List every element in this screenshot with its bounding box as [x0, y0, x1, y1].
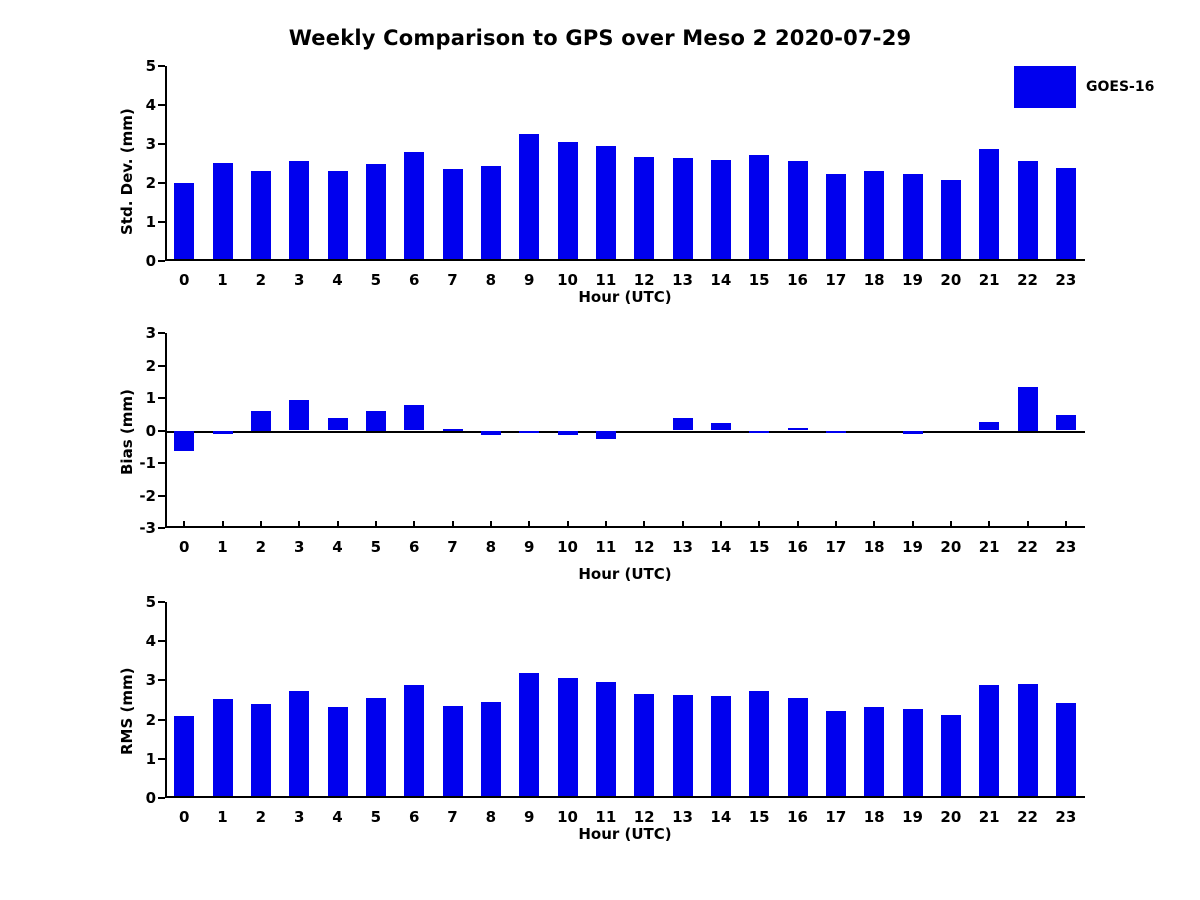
bar-rms-20 — [941, 715, 961, 798]
y-tick-mark-std-dev — [158, 143, 165, 145]
bar-rms-19 — [903, 709, 923, 798]
x-tick-label-rms: 18 — [863, 808, 885, 826]
bar-bias-17 — [826, 431, 846, 433]
bar-std-dev-20 — [941, 180, 961, 261]
bar-std-dev-17 — [826, 174, 846, 261]
y-tick-label-std-dev: 5 — [145, 57, 156, 75]
bar-bias-23 — [1056, 415, 1076, 430]
bar-std-dev-9 — [519, 134, 539, 261]
legend-swatch-goes16 — [1014, 66, 1076, 108]
y-tick-mark-bias — [158, 332, 165, 334]
x-tick-label-rms: 15 — [748, 808, 770, 826]
bar-std-dev-4 — [328, 171, 348, 261]
x-tick-label-std-dev: 17 — [825, 271, 847, 289]
x-tick-label-bias: 10 — [557, 538, 578, 556]
y-tick-mark-rms — [158, 797, 165, 799]
x-tick-label-std-dev: 22 — [1017, 271, 1038, 289]
x-tick-label-rms: 2 — [255, 808, 267, 826]
bar-bias-9 — [519, 431, 539, 433]
bar-std-dev-11 — [596, 146, 616, 261]
y-tick-label-rms: 4 — [145, 632, 156, 651]
y-tick-label-rms: 0 — [145, 789, 156, 807]
bar-bias-13 — [673, 418, 693, 430]
x-tick-label-bias: 23 — [1055, 538, 1077, 556]
bar-std-dev-14 — [711, 160, 731, 261]
x-tick-label-bias: 18 — [863, 538, 885, 556]
bar-rms-12 — [634, 694, 654, 798]
chart-panel-rms — [145, 593, 1085, 826]
x-tick-label-bias: 12 — [633, 538, 655, 556]
x-axis-label-rms: Hour (UTC) — [578, 825, 672, 843]
x-tick-label-std-dev: 0 — [178, 271, 190, 289]
y-tick-label-bias: -3 — [139, 519, 156, 537]
bar-bias-0 — [174, 431, 194, 451]
x-tick-label-bias: 5 — [370, 538, 382, 556]
x-tick-label-std-dev: 11 — [595, 271, 617, 289]
bar-std-dev-7 — [443, 169, 463, 261]
x-tick-label-rms: 16 — [787, 808, 808, 826]
x-tick-label-std-dev: 21 — [978, 271, 1000, 289]
x-tick-label-rms: 17 — [825, 808, 847, 826]
y-tick-mark-bias — [158, 495, 165, 497]
y-axis-label-bias: Bias (mm) — [118, 389, 136, 475]
bar-rms-11 — [596, 682, 616, 798]
y-axis-rms — [165, 602, 167, 798]
x-tick-label-rms: 1 — [217, 808, 228, 826]
x-axis-rms — [165, 796, 1085, 798]
bar-bias-16 — [788, 428, 808, 431]
bar-rms-23 — [1056, 703, 1076, 798]
y-axis-label-rms: RMS (mm) — [118, 667, 136, 755]
bar-std-dev-13 — [673, 158, 693, 261]
y-tick-mark-rms — [158, 601, 165, 603]
x-axis-label-std-dev: Hour (UTC) — [578, 288, 672, 306]
bar-rms-18 — [864, 707, 884, 798]
bar-rms-8 — [481, 702, 501, 798]
bar-std-dev-0 — [174, 183, 194, 261]
x-tick-label-rms: 7 — [447, 808, 458, 826]
x-tick-label-bias: 6 — [408, 538, 420, 556]
y-tick-mark-rms — [158, 719, 165, 721]
x-tick-label-rms: 0 — [178, 808, 190, 826]
x-tick-label-bias: 3 — [293, 538, 305, 556]
x-tick-label-rms: 12 — [633, 808, 655, 826]
bar-std-dev-18 — [864, 171, 884, 261]
x-tick-label-bias: 22 — [1017, 538, 1038, 556]
x-tick-label-std-dev: 23 — [1055, 271, 1077, 289]
bar-bias-21 — [979, 422, 999, 430]
plot-area-std-dev — [145, 57, 1085, 289]
x-tick-label-rms: 21 — [978, 808, 1000, 826]
bar-rms-2 — [251, 704, 271, 798]
x-tick-label-std-dev: 10 — [557, 271, 578, 289]
y-tick-mark-std-dev — [158, 65, 165, 67]
x-tick-label-std-dev: 20 — [940, 271, 962, 289]
x-tick-label-std-dev: 8 — [485, 271, 497, 289]
y-axis-bias — [165, 333, 167, 528]
bar-rms-1 — [213, 699, 233, 798]
y-tick-label-std-dev: 3 — [145, 135, 156, 153]
y-tick-label-bias: 3 — [145, 324, 156, 342]
x-tick-label-bias: 2 — [255, 538, 267, 556]
x-tick-label-bias: 20 — [940, 538, 962, 556]
bar-rms-9 — [519, 673, 539, 798]
x-tick-label-rms: 11 — [595, 808, 617, 826]
x-tick-label-rms: 3 — [293, 808, 305, 826]
x-tick-label-std-dev: 2 — [255, 271, 267, 289]
chart-panel-bias — [139, 324, 1085, 556]
bar-std-dev-15 — [749, 155, 769, 261]
plot-area-rms — [145, 593, 1085, 826]
y-tick-label-rms: 1 — [145, 749, 156, 768]
bar-bias-5 — [366, 411, 386, 431]
x-tick-label-std-dev: 5 — [370, 271, 382, 289]
bar-bias-10 — [558, 431, 578, 435]
x-tick-label-std-dev: 15 — [748, 271, 770, 289]
x-tick-label-rms: 14 — [710, 808, 732, 826]
bar-bias-11 — [596, 431, 616, 439]
x-tick-label-bias: 17 — [825, 538, 847, 556]
bar-rms-17 — [826, 711, 846, 798]
x-tick-label-rms: 13 — [672, 808, 693, 826]
legend-label-goes16: GOES-16 — [1086, 79, 1155, 95]
x-tick-label-bias: 19 — [902, 538, 923, 556]
x-tick-label-bias: 16 — [787, 538, 808, 556]
x-tick-label-bias: 9 — [523, 538, 535, 556]
y-tick-mark-bias — [158, 430, 165, 432]
bar-bias-15 — [749, 431, 769, 433]
bar-bias-1 — [213, 431, 233, 434]
bar-std-dev-16 — [788, 161, 808, 261]
y-tick-mark-bias — [158, 365, 165, 367]
y-tick-label-std-dev: 2 — [145, 174, 156, 192]
y-tick-mark-std-dev — [158, 221, 165, 223]
x-tick-label-std-dev: 7 — [447, 271, 458, 289]
x-tick-label-rms: 4 — [332, 808, 343, 826]
y-tick-mark-std-dev — [158, 182, 165, 184]
bar-rms-15 — [749, 691, 769, 798]
chart-panel-std-dev — [145, 57, 1085, 289]
bar-bias-19 — [903, 431, 923, 434]
x-tick-label-std-dev: 6 — [408, 271, 420, 289]
y-tick-mark-bias — [158, 462, 165, 464]
x-tick-label-bias: 14 — [710, 538, 732, 556]
x-tick-label-bias: 13 — [672, 538, 693, 556]
bar-std-dev-6 — [404, 152, 424, 261]
bar-rms-6 — [404, 685, 424, 798]
y-tick-label-bias: 1 — [145, 389, 156, 407]
x-tick-label-std-dev: 14 — [710, 271, 732, 289]
bar-std-dev-22 — [1018, 161, 1038, 261]
bar-rms-7 — [443, 706, 463, 798]
bar-bias-3 — [289, 400, 309, 431]
bar-bias-6 — [404, 405, 424, 430]
x-axis-label-bias: Hour (UTC) — [578, 565, 672, 583]
bar-std-dev-3 — [289, 161, 309, 261]
y-tick-mark-rms — [158, 640, 165, 642]
y-tick-label-bias: 2 — [145, 356, 156, 375]
bar-std-dev-2 — [251, 171, 271, 261]
bar-bias-7 — [443, 429, 463, 431]
x-tick-label-rms: 20 — [940, 808, 962, 826]
x-tick-label-std-dev: 4 — [332, 271, 343, 289]
bar-rms-4 — [328, 707, 348, 798]
x-tick-label-bias: 8 — [485, 538, 497, 556]
bar-rms-16 — [788, 698, 808, 798]
y-tick-label-std-dev: 0 — [145, 252, 156, 270]
bar-std-dev-21 — [979, 149, 999, 261]
x-tick-label-bias: 7 — [447, 538, 458, 556]
bar-std-dev-8 — [481, 166, 501, 261]
bar-bias-8 — [481, 431, 501, 436]
x-tick-label-std-dev: 18 — [863, 271, 885, 289]
bar-rms-22 — [1018, 684, 1038, 798]
x-tick-label-std-dev: 19 — [902, 271, 923, 289]
bar-rms-5 — [366, 698, 386, 798]
x-tick-label-rms: 19 — [902, 808, 923, 826]
y-tick-mark-bias — [158, 527, 165, 529]
page-title: Weekly Comparison to GPS over Meso 2 2020-07-29 — [288, 26, 912, 50]
y-tick-label-bias: -1 — [139, 454, 156, 472]
x-tick-label-std-dev: 12 — [633, 271, 655, 289]
y-tick-label-std-dev: 1 — [145, 213, 156, 231]
x-tick-label-bias: 11 — [595, 538, 617, 556]
bar-rms-14 — [711, 696, 731, 798]
bar-std-dev-5 — [366, 164, 386, 261]
y-tick-label-rms: 3 — [145, 671, 156, 690]
bar-bias-14 — [711, 423, 731, 430]
bar-std-dev-1 — [213, 163, 233, 261]
x-tick-label-rms: 8 — [485, 808, 497, 826]
x-tick-label-rms: 9 — [523, 808, 535, 826]
y-axis-label-std-dev: Std. Dev. (mm) — [118, 108, 136, 235]
bar-std-dev-19 — [903, 174, 923, 261]
bar-rms-0 — [174, 716, 194, 798]
x-tick-label-std-dev: 13 — [672, 271, 693, 289]
x-tick-label-std-dev: 9 — [523, 271, 535, 289]
y-tick-mark-bias — [158, 397, 165, 399]
x-tick-label-std-dev: 16 — [787, 271, 808, 289]
x-tick-label-bias: 0 — [178, 538, 190, 556]
y-tick-mark-rms — [158, 758, 165, 760]
y-tick-label-rms: 2 — [145, 710, 156, 729]
x-tick-label-std-dev: 1 — [217, 271, 228, 289]
x-tick-label-bias: 1 — [217, 538, 228, 556]
bar-rms-21 — [979, 685, 999, 798]
bar-std-dev-12 — [634, 157, 654, 261]
bar-std-dev-23 — [1056, 168, 1076, 261]
y-tick-label-bias: -2 — [139, 486, 156, 505]
x-tick-label-rms: 22 — [1017, 808, 1038, 826]
x-tick-label-std-dev: 3 — [293, 271, 305, 289]
x-tick-label-bias: 21 — [978, 538, 1000, 556]
bar-bias-22 — [1018, 387, 1038, 431]
x-tick-label-rms: 6 — [408, 808, 420, 826]
y-tick-mark-std-dev — [158, 104, 165, 106]
y-axis-std-dev — [165, 66, 167, 261]
x-tick-label-rms: 23 — [1055, 808, 1077, 826]
bar-bias-2 — [251, 411, 271, 431]
bar-rms-3 — [289, 691, 309, 798]
y-tick-mark-rms — [158, 679, 165, 681]
x-tick-label-rms: 10 — [557, 808, 578, 826]
bar-rms-10 — [558, 678, 578, 798]
y-tick-label-rms: 5 — [145, 593, 156, 611]
y-tick-label-std-dev: 4 — [145, 96, 156, 114]
y-tick-mark-std-dev — [158, 260, 165, 262]
y-tick-label-bias: 0 — [145, 421, 156, 440]
zero-line-bias — [165, 431, 1085, 433]
x-axis-bias — [165, 526, 1085, 528]
bar-std-dev-10 — [558, 142, 578, 261]
x-axis-std-dev — [165, 259, 1085, 261]
bar-bias-4 — [328, 418, 348, 430]
x-tick-label-bias: 4 — [332, 538, 343, 556]
x-tick-label-bias: 15 — [748, 538, 770, 556]
legend — [1014, 66, 1154, 108]
plot-area-bias — [139, 324, 1085, 556]
x-tick-label-rms: 5 — [370, 808, 382, 826]
bar-rms-13 — [673, 695, 693, 798]
